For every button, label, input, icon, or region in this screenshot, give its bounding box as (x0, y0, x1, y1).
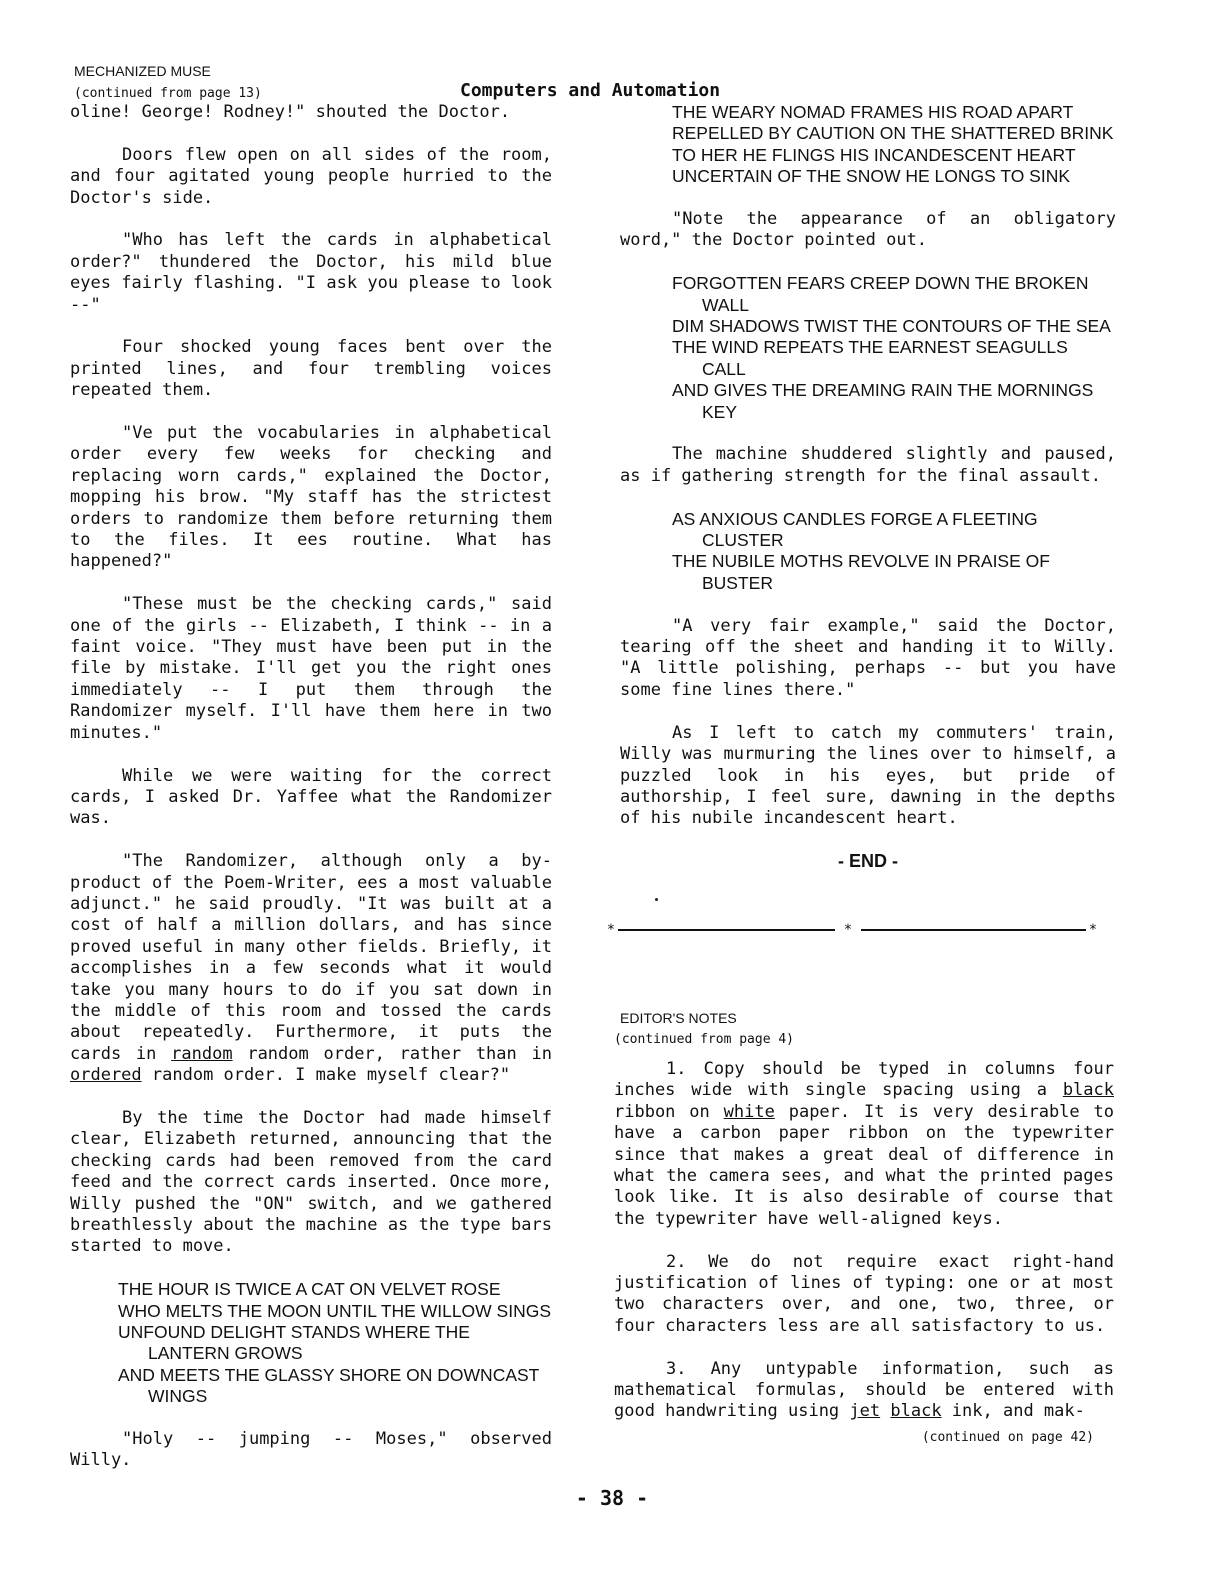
continued-from-note: (continued from page 4) (614, 1032, 795, 1047)
text-run: ribbon on (614, 1101, 724, 1122)
note-item (614, 1359, 1114, 1423)
text-run: 1. Copy should be typed in columns four inches wide with single spacing using a (614, 1059, 1114, 1101)
paragraph: Doors flew open on all sides of the room, and four agitated young people hurried to the Doctor's side. (70, 144, 552, 208)
poem-stanza (672, 273, 1116, 423)
poem-stanza (672, 102, 1116, 188)
divider-line (618, 929, 835, 931)
poem-line: UNCERTAIN OF THE SNOW HE LONGS TO SINK (672, 166, 1071, 187)
editors-notes-body (614, 1059, 1114, 1448)
text-run: paper. It is very desirable to have a carbon paper ribbon on the typewriter since that makes a great deal of difference in what the camera sees, and what the printed pages look like. It is also desirable of course that the typewriter have well-aligned keys. (614, 1101, 1115, 1229)
text-run: ink, and mak- (941, 1401, 1085, 1422)
end-marker: - END - (838, 851, 898, 872)
paragraph: "Who has left the cards in alphabetical order?" thundered the Doctor, his mild blue eyes fairly flashing. "I ask you please to look --" (70, 230, 552, 315)
underlined-word: black (1062, 1080, 1114, 1101)
publication-title: Computers and Automation (460, 80, 721, 101)
poem-line: TO HER HE FLINGS HIS INCANDESCENT HEART (672, 144, 1076, 165)
poem-line: REPELLED BY CAUTION ON THE SHATTERED BRINK (672, 123, 1114, 144)
right-column (620, 102, 1116, 873)
paragraph: "Note the appearance of an obligatory word," the Doctor pointed out. (620, 209, 1116, 251)
editors-notes-title: EDITOR'S NOTES (620, 1010, 737, 1026)
underlined-word: black (890, 1401, 942, 1422)
paragraph: Four shocked young faces bent over the printed lines, and four trembling voices repeated them. (70, 337, 552, 401)
poem-line: THE NUBILE MOTHS REVOLVE IN PRAISE OF BUSTER (672, 551, 1050, 593)
paragraph: "Ve put the vocabularies in alphabetical order every few weeks for checking and replacing worn cards," explained the Doctor, mopping his brow. "My staff has the strictest orders to randomize them before returning them to the files. It ees routine. What has happened?" (70, 423, 552, 572)
paragraph: "These must be the checking cards," said one of the girls -- Elizabeth, I think -- in a faint voice. "They must have been put in the file by mistake. I'll get you the right ones immediately -- I put them through the Randomizer myself. I'll have them here in two minutes." (70, 594, 552, 743)
underlined-word: white (723, 1101, 775, 1122)
underlined-word: random (171, 1043, 233, 1064)
poem-line: THE WIND REPEATS THE EARNEST SEAGULLS CALL (672, 337, 1068, 379)
text-run: random order, rather than in (232, 1043, 552, 1064)
text-run: 3. Any untypable information, such as mathematical formulas, should be entered with good handwriting using (614, 1358, 1114, 1422)
text-run: random order. I make myself clear?" (141, 1065, 511, 1086)
poem-stanza (118, 1279, 552, 1407)
paragraph: By the time the Doctor had made himself clear, Elizabeth returned, announcing that the checking cards had been removed from the card feed and the correct cards inserted. Once more, Willy pushed the "ON" switch, and we gathered breathlessly about the machine as the type bars started to move. (70, 1107, 552, 1257)
left-column (70, 102, 552, 1493)
divider-line (861, 929, 1086, 931)
asterisk-ornament: * (1088, 922, 1098, 938)
page-number: - 38 - (575, 1486, 649, 1510)
section-divider (604, 922, 1100, 938)
paragraph: "A very fair example," said the Doctor, tearing off the sheet and handing it to Willy. "A little polishing, perhaps -- but you have some fine lines there." (620, 615, 1116, 700)
poem-line: UNFOUND DELIGHT STANDS WHERE THE LANTERN GROWS (118, 1322, 470, 1364)
underlined-word: ordered (70, 1065, 142, 1086)
ink-speck (655, 898, 658, 901)
poem-line: DIM SHADOWS TWIST THE CONTOURS OF THE SEA (672, 316, 1111, 337)
poem-line: THE HOUR IS TWICE A CAT ON VELVET ROSE (118, 1279, 501, 1300)
poem-line: FORGOTTEN FEARS CREEP DOWN THE BROKEN WALL (672, 273, 1089, 315)
asterisk-ornament: * (843, 922, 853, 938)
paragraph: oline! George! Rodney!" shouted the Doctor. (70, 102, 511, 122)
poem-line: AS ANXIOUS CANDLES FORGE A FLEETING CLUSTER (672, 508, 1038, 551)
paragraph: The machine shuddered slightly and paused, as if gathering strength for the final assault. (620, 444, 1116, 486)
note-item (614, 1059, 1114, 1230)
section-title: MECHANIZED MUSE (74, 63, 211, 79)
paragraph: "Holy -- jumping -- Moses," observed Willy. (70, 1429, 552, 1471)
paragraph: While we were waiting for the correct cards, I asked Dr. Yaffee what the Randomizer was. (70, 765, 552, 829)
poem-line: THE WEARY NOMAD FRAMES HIS ROAD APART (672, 102, 1074, 122)
text-run: "The Randomizer, although only a by-product of the Poem-Writer, ees a most valuable adjunct." he said proudly. "It was built at a cost of half a million dollars, and has since proved useful in many other fields. Briefly, it accomplishes in a few seconds what it would take you many hours to do if you sat down in the middle of this room and tossed the cards about repeatedly. Furthermore, it puts the cards in (70, 851, 552, 1064)
poem-line: AND MEETS THE GLASSY SHORE ON DOWNCAST WINGS (118, 1364, 540, 1407)
poem-line: WHO MELTS THE MOON UNTIL THE WILLOW SINGS (118, 1300, 551, 1321)
poem-stanza (672, 509, 1116, 595)
paragraph: As I left to catch my commuters' train, Willy was murmuring the lines over to himself, a puzzled look in his eyes, but pride of authorship, I feel sure, dawning in the depths of his nubile incandescent heart. (620, 722, 1116, 829)
poem-line: AND GIVES THE DREAMING RAIN THE MORNINGS KEY (672, 380, 1094, 422)
underlined-word: jet (849, 1401, 881, 1422)
continued-from-note: (continued from page 13) (74, 86, 262, 101)
text-run (880, 1401, 890, 1421)
continued-on-note: (continued on page 42) (921, 1429, 1094, 1445)
asterisk-ornament: * (606, 922, 616, 938)
note-item: 2. We do not require exact right-hand justification of lines of typing: one or at most two characters over, and one, two, three, or four characters less are all satisfactory to us. (614, 1251, 1114, 1336)
paragraph-randomizer (70, 851, 552, 1086)
